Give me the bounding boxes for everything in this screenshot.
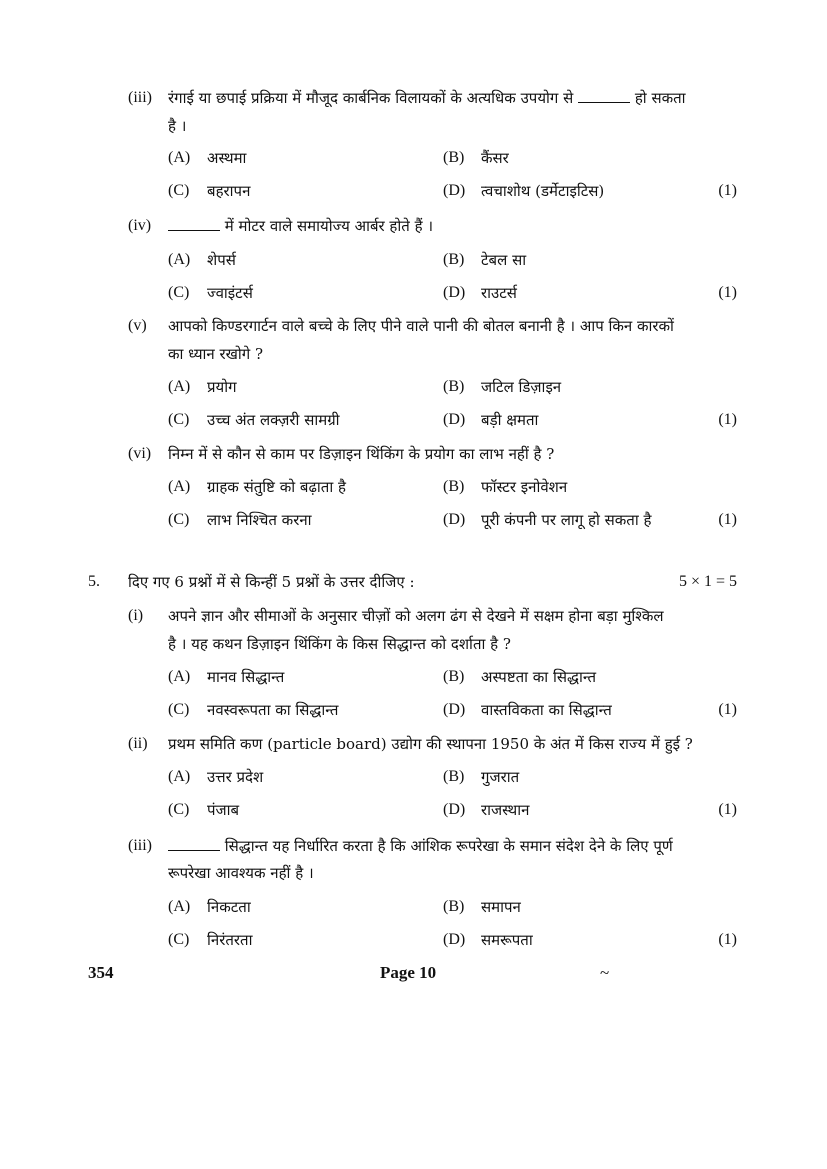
option-label: (C) <box>168 801 190 818</box>
option-text: गुजरात <box>481 768 520 786</box>
fill-blank <box>168 838 220 851</box>
option-label: (B) <box>443 149 465 166</box>
option-label: (B) <box>443 898 465 915</box>
option-text: ज्वाइंटर्स <box>207 284 253 302</box>
option-text: समरूपता <box>481 931 533 949</box>
option-text: फॉस्टर इनोवेशन <box>481 478 568 496</box>
option-text: अस्थमा <box>207 149 247 167</box>
option-text: जटिल डिज़ाइन <box>481 378 562 396</box>
question-text-line2: है । <box>168 117 187 135</box>
option-text: वास्तविकता का सिद्धान्त <box>481 701 612 719</box>
option-text: पंजाब <box>207 801 240 819</box>
marks: (1) <box>718 511 737 528</box>
question-number: (iii) <box>128 89 152 106</box>
option-text: मानव सिद्धान्त <box>207 668 285 686</box>
option-label: (B) <box>443 251 465 268</box>
option-label: (C) <box>168 411 190 428</box>
question-text-line2: रूपरेखा आवश्यक नहीं है । <box>168 864 314 882</box>
question-text-line2: का ध्यान रखोगे ? <box>168 345 264 363</box>
page-number: Page 10 <box>380 963 437 982</box>
option-text: निकटता <box>207 898 251 916</box>
option-label: (A) <box>168 768 191 785</box>
question-text-pre: रंगाई या छपाई प्रक्रिया में मौजूद कार्बनिक विलायकों के अत्यधिक उपयोग से <box>168 89 574 107</box>
question-number: (v) <box>128 317 147 334</box>
option-label: (D) <box>443 801 466 818</box>
option-label: (C) <box>168 511 190 528</box>
option-label: (C) <box>168 284 190 301</box>
option-text: ग्राहक संतुष्टि को बढ़ाता है <box>207 478 346 496</box>
option-label: (B) <box>443 768 465 785</box>
option-text: निरंतरता <box>207 931 253 949</box>
option-label: (D) <box>443 931 466 948</box>
question-text-post: हो सकता <box>634 89 686 107</box>
section-heading: दिए गए 6 प्रश्नों में से किन्हीं 5 प्रश्नों के उत्तर दीजिए : <box>128 573 415 591</box>
option-label: (D) <box>443 511 466 528</box>
option-text: लाभ निश्चित करना <box>207 511 312 529</box>
question-number: 5. <box>88 573 100 590</box>
option-label: (C) <box>168 182 190 199</box>
option-label: (A) <box>168 668 191 685</box>
option-text: शेपर्स <box>207 251 236 269</box>
marks-total: 5 × 1 = 5 <box>678 573 737 590</box>
question-text: आपको किण्डरगार्टन वाले बच्चे के लिए पीने वाले पानी की बोतल बनानी है । आप किन कारकों <box>168 317 674 335</box>
option-text: राउटर्स <box>481 284 517 302</box>
option-text: समापन <box>481 898 521 916</box>
question-text-post: सिद्धान्त यह निर्धारित करता है कि आंशिक रूपरेखा के समान संदेश देने के लिए पूर्ण <box>224 837 673 855</box>
paper-code: 354 <box>88 963 114 982</box>
question-number: (iii) <box>128 837 152 854</box>
option-label: (D) <box>443 411 466 428</box>
option-text: राजस्थान <box>481 801 530 819</box>
option-text: टेबल सा <box>481 251 527 269</box>
marks: (1) <box>718 701 737 718</box>
option-text: नवस्वरूपता का सिद्धान्त <box>207 701 339 719</box>
question-text <box>168 836 673 856</box>
question-number: (iv) <box>128 217 152 234</box>
question-text: निम्न में से कौन से काम पर डिज़ाइन थिंकिंग के प्रयोग का लाभ नहीं है ? <box>168 445 555 463</box>
option-text: पूरी कंपनी पर लागू हो सकता है <box>481 511 652 529</box>
option-label: (A) <box>168 149 191 166</box>
option-text: अस्पष्टता का सिद्धान्त <box>481 668 597 686</box>
question-number: (ii) <box>128 735 148 752</box>
question-text: अपने ज्ञान और सीमाओं के अनुसार चीज़ों को अलग ढंग से देखने में सक्षम होना बड़ा मुश्किल <box>168 607 664 625</box>
marks: (1) <box>718 931 737 948</box>
question-text-post: में मोटर वाले समायोज्य आर्बर होते हैं । <box>224 217 434 235</box>
option-label: (C) <box>168 931 190 948</box>
option-text: उत्तर प्रदेश <box>207 768 264 786</box>
fill-blank <box>578 90 630 103</box>
option-label: (A) <box>168 898 191 915</box>
question-text <box>168 216 433 236</box>
option-label: (D) <box>443 701 466 718</box>
option-text: कैंसर <box>481 149 509 167</box>
footer-mark: ~ <box>600 963 610 982</box>
marks: (1) <box>718 801 737 818</box>
option-text: बहरापन <box>207 182 251 200</box>
option-label: (B) <box>443 668 465 685</box>
question-number: (i) <box>128 607 144 624</box>
question-text: प्रथम समिति कण (particle board) उद्योग की स्थापना 1950 के अंत में किस राज्य में हुई ? <box>168 735 693 753</box>
marks: (1) <box>718 182 737 199</box>
option-label: (C) <box>168 701 190 718</box>
question-number: (vi) <box>128 445 152 462</box>
fill-blank <box>168 218 220 231</box>
option-text: त्वचाशोथ (डर्मेटाइटिस) <box>481 182 605 200</box>
option-label: (B) <box>443 478 465 495</box>
option-label: (A) <box>168 478 191 495</box>
option-text: प्रयोग <box>207 378 237 396</box>
option-label: (A) <box>168 378 191 395</box>
question-text <box>168 88 686 108</box>
question-text-line2: है । यह कथन डिज़ाइन थिंकिंग के किस सिद्धान्त को दर्शाता है ? <box>168 635 511 653</box>
option-label: (D) <box>443 182 466 199</box>
option-text: बड़ी क्षमता <box>481 411 539 429</box>
marks: (1) <box>718 411 737 428</box>
option-label: (D) <box>443 284 466 301</box>
option-text: उच्च अंत लक्ज़री सामग्री <box>207 411 340 429</box>
marks: (1) <box>718 284 737 301</box>
option-label: (A) <box>168 251 191 268</box>
option-label: (B) <box>443 378 465 395</box>
